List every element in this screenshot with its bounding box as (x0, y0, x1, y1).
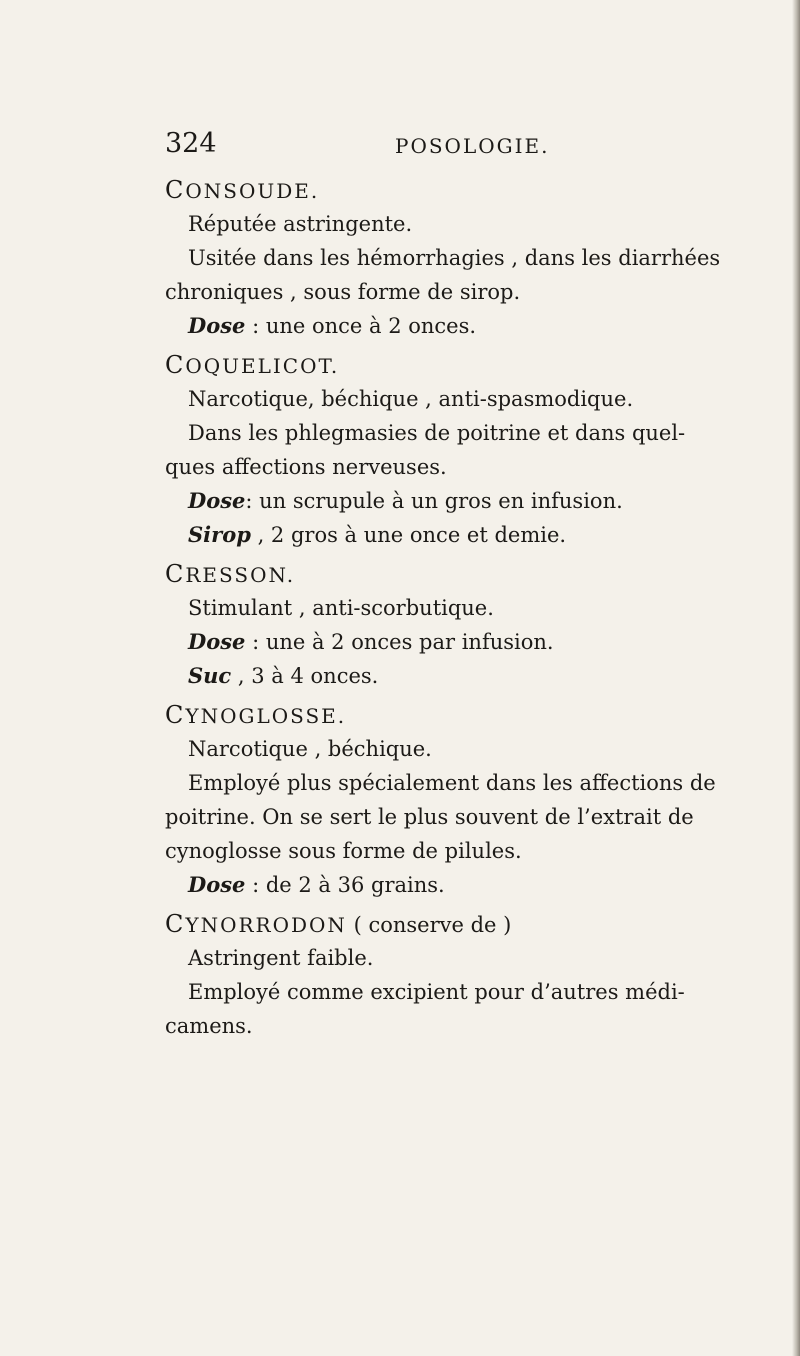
dose-label: Dose (188, 872, 246, 897)
entry-line: ques affections nerveuses. (165, 455, 447, 479)
entry-title: CONSOUDE. (165, 176, 320, 204)
entry-line: chroniques , sous forme de sirop. (165, 280, 521, 304)
sirop-label: Sirop (188, 522, 251, 547)
entry-cresson (165, 557, 790, 693)
page-header (165, 128, 790, 168)
entry-dose-line: Dose: un scrupule à un gros en infusion. (188, 488, 623, 513)
entry-line: Employé comme excipient pour d’autres médi- (188, 980, 685, 1004)
page-number: 324 (165, 128, 217, 159)
entry-title: CYNOGLOSSE. (165, 701, 347, 729)
entry-cynorrodon (165, 907, 790, 1043)
entry-line: Réputée astringente. (188, 212, 413, 236)
dose-label: Dose (188, 629, 246, 654)
entry-suc-line: Suc , 3 à 4 onces. (188, 663, 379, 688)
entry-line: Narcotique, béchique , anti-spasmodique. (188, 387, 634, 411)
entry-dose-line: Dose : une once à 2 onces. (188, 313, 477, 338)
entry-title: COQUELICOT. (165, 351, 340, 379)
entry-coquelicot (165, 348, 790, 552)
entry-line: Narcotique , béchique. (188, 737, 432, 761)
entry-line: Usitée dans les hémorrhagies , dans les diarrhées (188, 246, 721, 270)
entry-line: Dans les phlegmasies de poitrine et dans quel- (188, 421, 686, 445)
dose-label: Dose (188, 488, 246, 513)
entry-sirop-line: Sirop , 2 gros à une once et demie. (188, 522, 567, 547)
entry-line: Stimulant , anti-scorbutique. (188, 596, 494, 620)
entry-consoude (165, 173, 790, 343)
entry-line: Astringent faible. (188, 946, 374, 970)
entry-title: CYNORRODON ( conserve de ) (165, 910, 512, 938)
dose-label: Dose (188, 313, 246, 338)
entry-dose-line: Dose : une à 2 onces par infusion. (188, 629, 554, 654)
entry-line: Employé plus spécialement dans les affections de (188, 771, 716, 795)
entry-line: cynoglosse sous forme de pilules. (165, 839, 522, 863)
entry-title: CRESSON. (165, 560, 296, 588)
entry-dose-line: Dose : de 2 à 36 grains. (188, 872, 445, 897)
suc-label: Suc (188, 663, 232, 688)
running-head: POSOLOGIE. (395, 134, 550, 158)
page-edge-shadow (792, 0, 800, 1356)
entry-line: camens. (165, 1014, 253, 1038)
entry-cynoglosse (165, 698, 790, 902)
entry-line: poitrine. On se sert le plus souvent de l’extrait de (165, 805, 694, 829)
book-page (165, 128, 790, 1043)
